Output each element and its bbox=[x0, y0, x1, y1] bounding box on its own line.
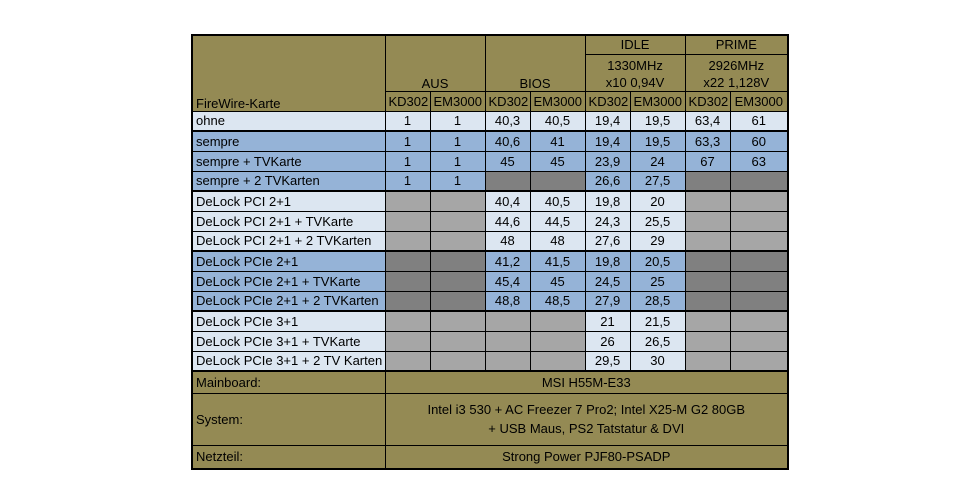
table-row bbox=[192, 331, 788, 351]
value-cell: 61 bbox=[730, 111, 788, 131]
value-cell: 48 bbox=[485, 231, 530, 251]
row-label: sempre + TVKarte bbox=[192, 151, 385, 171]
empty-cell bbox=[385, 331, 430, 351]
value-cell: 26 bbox=[585, 331, 630, 351]
system-value bbox=[385, 393, 788, 445]
value-cell: 48,8 bbox=[485, 291, 530, 311]
value-cell: 1 bbox=[385, 131, 430, 151]
empty-cell bbox=[385, 191, 430, 211]
value-cell: 45,4 bbox=[485, 271, 530, 291]
table-row bbox=[192, 111, 788, 131]
value-cell: 19,4 bbox=[585, 111, 630, 131]
footer-row-mainboard bbox=[192, 371, 788, 393]
system-label: System: bbox=[192, 393, 385, 445]
value-cell: 45 bbox=[530, 151, 585, 171]
row-label: sempre + 2 TVKarten bbox=[192, 171, 385, 191]
value-cell: 24 bbox=[630, 151, 685, 171]
value-cell: 1 bbox=[430, 111, 485, 131]
value-cell: 27,5 bbox=[630, 171, 685, 191]
value-cell: 63,3 bbox=[685, 131, 730, 151]
empty-cell bbox=[485, 311, 530, 331]
row-label: DeLock PCI 2+1 + 2 TVKarten bbox=[192, 231, 385, 251]
empty-cell bbox=[430, 331, 485, 351]
value-cell: 1 bbox=[385, 151, 430, 171]
system-value-line1: Intel i3 530 + AC Freezer 7 Pro2; Intel X25-M G2 80GB bbox=[427, 402, 746, 417]
empty-cell bbox=[730, 171, 788, 191]
empty-cell bbox=[530, 331, 585, 351]
footer-row-system bbox=[192, 393, 788, 445]
meter-header: KD302 bbox=[485, 91, 530, 111]
row-label: DeLock PCI 2+1 bbox=[192, 191, 385, 211]
value-cell: 1 bbox=[385, 111, 430, 131]
empty-cell bbox=[685, 271, 730, 291]
firewire-power-table-container bbox=[191, 34, 789, 470]
empty-cell bbox=[730, 311, 788, 331]
value-cell: 1 bbox=[430, 151, 485, 171]
row-label: DeLock PCIe 3+1 + 2 TV Karten bbox=[192, 351, 385, 371]
netzteil-label: Netzteil: bbox=[192, 445, 385, 469]
value-cell: 21 bbox=[585, 311, 630, 331]
row-label: DeLock PCIe 3+1 + TVKarte bbox=[192, 331, 385, 351]
empty-cell bbox=[430, 251, 485, 271]
value-cell: 25,5 bbox=[630, 211, 685, 231]
idle-frequency-line1: 1330MHz bbox=[607, 57, 663, 73]
empty-cell bbox=[430, 271, 485, 291]
value-cell: 40,4 bbox=[485, 191, 530, 211]
value-cell: 27,9 bbox=[585, 291, 630, 311]
value-cell: 30 bbox=[630, 351, 685, 371]
value-cell: 20,5 bbox=[630, 251, 685, 271]
value-cell: 27,6 bbox=[585, 231, 630, 251]
footer-row-netzteil bbox=[192, 445, 788, 469]
empty-cell bbox=[485, 171, 530, 191]
value-cell: 1 bbox=[385, 171, 430, 191]
empty-cell bbox=[485, 351, 530, 371]
value-cell: 1 bbox=[430, 131, 485, 151]
meter-header: KD302 bbox=[685, 91, 730, 111]
empty-cell bbox=[685, 231, 730, 251]
value-cell: 19,8 bbox=[585, 251, 630, 271]
value-cell: 40,5 bbox=[530, 111, 585, 131]
empty-cell bbox=[730, 251, 788, 271]
header-idle: IDLE bbox=[585, 35, 685, 54]
empty-cell bbox=[730, 291, 788, 311]
value-cell: 41 bbox=[530, 131, 585, 151]
value-cell: 45 bbox=[485, 151, 530, 171]
empty-cell bbox=[685, 311, 730, 331]
meter-header: KD302 bbox=[385, 91, 430, 111]
prime-frequency-line2: x22 1,128V bbox=[703, 74, 770, 90]
row-label: DeLock PCIe 2+1 + 2 TVKarten bbox=[192, 291, 385, 311]
empty-cell bbox=[685, 171, 730, 191]
value-cell: 19,5 bbox=[630, 131, 685, 151]
empty-cell bbox=[530, 311, 585, 331]
header-prime: PRIME bbox=[685, 35, 788, 54]
value-cell: 26,5 bbox=[630, 331, 685, 351]
row-label: sempre bbox=[192, 131, 385, 151]
table-body bbox=[192, 111, 788, 371]
value-cell: 21,5 bbox=[630, 311, 685, 331]
row-label: ohne bbox=[192, 111, 385, 131]
empty-cell bbox=[530, 171, 585, 191]
value-cell: 41,2 bbox=[485, 251, 530, 271]
mainboard-value: MSI H55M-E33 bbox=[385, 371, 788, 393]
table-row bbox=[192, 271, 788, 291]
value-cell: 40,6 bbox=[485, 131, 530, 151]
table-row bbox=[192, 251, 788, 271]
value-cell: 44,6 bbox=[485, 211, 530, 231]
empty-cell bbox=[430, 291, 485, 311]
empty-cell bbox=[730, 231, 788, 251]
value-cell: 44,5 bbox=[530, 211, 585, 231]
empty-cell bbox=[430, 351, 485, 371]
meter-header: EM3000 bbox=[430, 91, 485, 111]
meter-header: EM3000 bbox=[630, 91, 685, 111]
empty-cell bbox=[685, 251, 730, 271]
empty-cell bbox=[485, 331, 530, 351]
table-row bbox=[192, 191, 788, 211]
empty-cell bbox=[430, 211, 485, 231]
header-aus: AUS bbox=[385, 35, 485, 91]
empty-cell bbox=[685, 351, 730, 371]
empty-cell bbox=[430, 231, 485, 251]
empty-cell bbox=[385, 271, 430, 291]
value-cell: 1 bbox=[430, 171, 485, 191]
value-cell: 25 bbox=[630, 271, 685, 291]
value-cell: 28,5 bbox=[630, 291, 685, 311]
table-row bbox=[192, 151, 788, 171]
value-cell: 19,5 bbox=[630, 111, 685, 131]
value-cell: 60 bbox=[730, 131, 788, 151]
empty-cell bbox=[385, 251, 430, 271]
empty-cell bbox=[385, 211, 430, 231]
empty-cell bbox=[530, 351, 585, 371]
corner-header-firewire-karte: FireWire-Karte bbox=[192, 35, 385, 111]
table-row bbox=[192, 131, 788, 151]
header-prime-frequency bbox=[685, 54, 788, 91]
empty-cell bbox=[730, 351, 788, 371]
row-label: DeLock PCIe 3+1 bbox=[192, 311, 385, 331]
value-cell: 63 bbox=[730, 151, 788, 171]
empty-cell bbox=[430, 191, 485, 211]
value-cell: 40,3 bbox=[485, 111, 530, 131]
value-cell: 20 bbox=[630, 191, 685, 211]
system-value-line2: + USB Maus, PS2 Tatstatur & DVI bbox=[488, 421, 685, 436]
empty-cell bbox=[730, 211, 788, 231]
value-cell: 29,5 bbox=[585, 351, 630, 371]
value-cell: 48,5 bbox=[530, 291, 585, 311]
value-cell: 26,6 bbox=[585, 171, 630, 191]
value-cell: 45 bbox=[530, 271, 585, 291]
table-row bbox=[192, 311, 788, 331]
value-cell: 23,9 bbox=[585, 151, 630, 171]
empty-cell bbox=[685, 291, 730, 311]
value-cell: 48 bbox=[530, 231, 585, 251]
empty-cell bbox=[385, 291, 430, 311]
meter-header: EM3000 bbox=[730, 91, 788, 111]
empty-cell bbox=[685, 211, 730, 231]
table-row bbox=[192, 351, 788, 371]
value-cell: 29 bbox=[630, 231, 685, 251]
firewire-power-table bbox=[191, 34, 789, 470]
idle-frequency-line2: x10 0,94V bbox=[605, 74, 665, 90]
value-cell: 19,4 bbox=[585, 131, 630, 151]
table-row bbox=[192, 211, 788, 231]
value-cell: 24,3 bbox=[585, 211, 630, 231]
empty-cell bbox=[685, 331, 730, 351]
empty-cell bbox=[685, 191, 730, 211]
header-row-states bbox=[192, 35, 788, 54]
header-bios: BIOS bbox=[485, 35, 585, 91]
value-cell: 24,5 bbox=[585, 271, 630, 291]
row-label: DeLock PCIe 2+1 + TVKarte bbox=[192, 271, 385, 291]
empty-cell bbox=[385, 311, 430, 331]
table-row bbox=[192, 291, 788, 311]
value-cell: 63,4 bbox=[685, 111, 730, 131]
table-row bbox=[192, 231, 788, 251]
value-cell: 19,8 bbox=[585, 191, 630, 211]
table-row bbox=[192, 171, 788, 191]
empty-cell bbox=[430, 311, 485, 331]
row-label: DeLock PCIe 2+1 bbox=[192, 251, 385, 271]
empty-cell bbox=[385, 231, 430, 251]
netzteil-value: Strong Power PJF80-PSADP bbox=[385, 445, 788, 469]
mainboard-label: Mainboard: bbox=[192, 371, 385, 393]
empty-cell bbox=[730, 191, 788, 211]
empty-cell bbox=[385, 351, 430, 371]
value-cell: 40,5 bbox=[530, 191, 585, 211]
value-cell: 41,5 bbox=[530, 251, 585, 271]
meter-header: EM3000 bbox=[530, 91, 585, 111]
prime-frequency-line1: 2926MHz bbox=[708, 57, 765, 73]
row-label: DeLock PCI 2+1 + TVKarte bbox=[192, 211, 385, 231]
empty-cell bbox=[730, 271, 788, 291]
header-idle-frequency bbox=[585, 54, 685, 91]
empty-cell bbox=[730, 331, 788, 351]
value-cell: 67 bbox=[685, 151, 730, 171]
meter-header: KD302 bbox=[585, 91, 630, 111]
